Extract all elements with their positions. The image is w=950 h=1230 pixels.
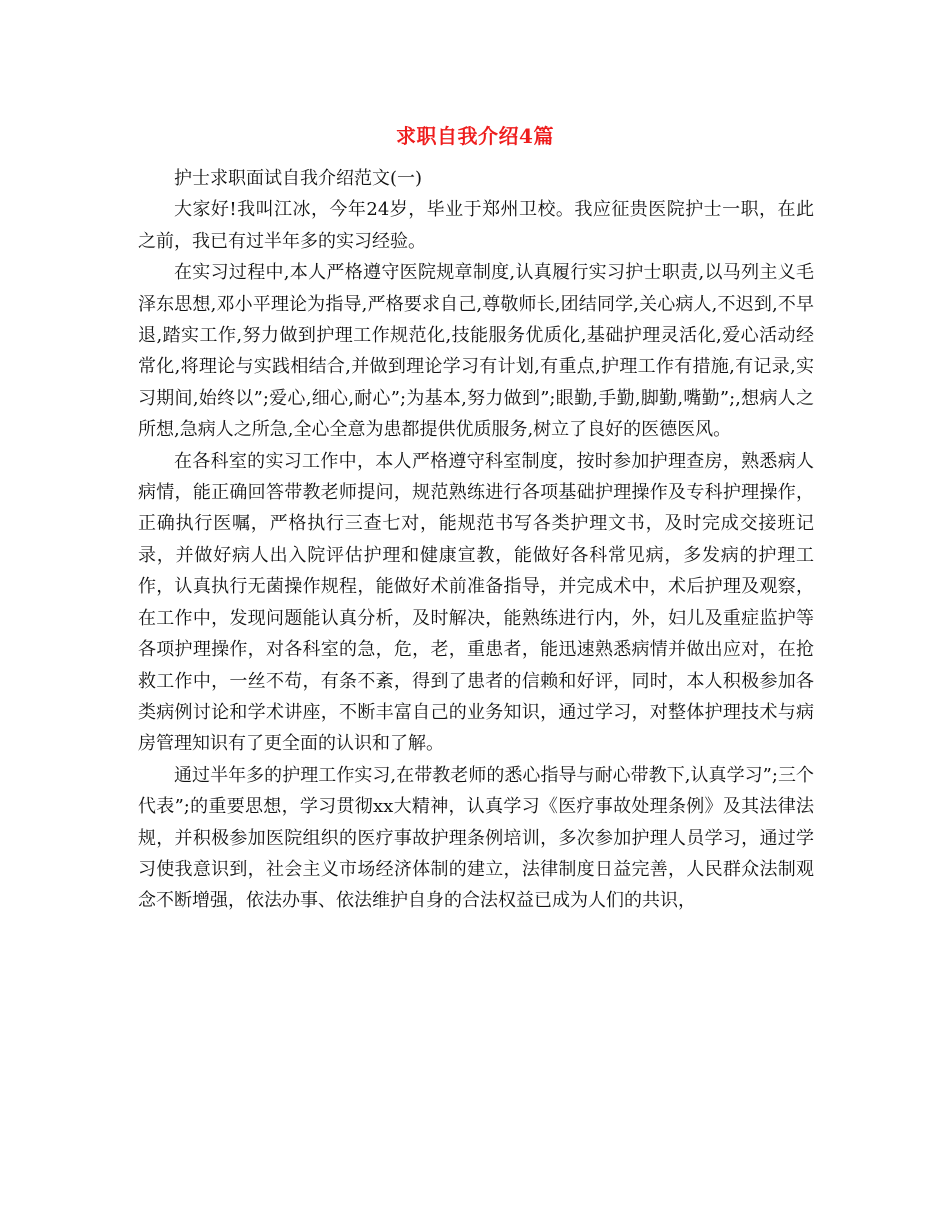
document-body — [138, 163, 814, 917]
paragraph-learning: 通过半年多的护理工作实习,在带教老师的悉心指导与耐心带教下,认真学习”;三个代表”;的重要思想，学习贯彻xx大精神，认真学习《医疗事故处理条例》及其法律法规，并积极参加医院组织的医疗事故护理条例培训，多次参加护理人员学习，通过学习使我意识到，社会主义市场经济体制的建立，法律制度日益完善，人民群众法制观念不断增强，依法办事、依法维护自身的合法权益已成为人们的共识， — [138, 764, 814, 912]
paragraph-intro: 大家好!我叫江冰，今年24岁，毕业于郑州卫校。我应征贵医院护士一职，在此之前，我已有过半年多的实习经验。 — [138, 199, 814, 252]
section-subtitle: 护士求职面试自我介绍范文(一) — [174, 168, 423, 189]
paragraph-internship: 在实习过程中,本人严格遵守医院规章制度,认真履行实习护士职责,以马列主义毛泽东思想,邓小平理论为指导,严格要求自己,尊敬师长,团结同学,关心病人,不迟到,不早退,踏实工作,努力做到护理工作规范化,技能服务优质化,基础护理灵活化,爱心活动经常化,将理论与实践相结合,并做到理论学习有计划,有重点,护理工作有措施,有记录,实习期间,始终以”;爱心,细心,耐心”;为基本,努力做到”;眼勤,手勤,脚勤,嘴勤”;,想病人之所想,急病人之所急,全心全意为患都提供优质服务,树立了良好的医德医风。 — [138, 262, 814, 441]
paragraph-departments: 在各科室的实习工作中，本人严格遵守科室制度，按时参加护理查房，熟悉病人病情，能正确回答带教老师提问，规范熟练进行各项基础护理操作及专科护理操作，正确执行医嘱，严格执行三查七对，能规范书写各类护理文书，及时完成交接班记录，并做好病人出入院评估护理和健康宣教，能做好各科常见病，多发病的护理工作，认真执行无菌操作规程，能做好术前准备指导，并完成术中，术后护理及观察，在工作中，发现问题能认真分析，及时解决，能熟练进行内，外，妇儿及重症监护等各项护理操作，对各科室的急，危，老，重患者，能迅速熟悉病情并做出应对，在抢救工作中，一丝不苟，有条不紊，得到了患者的信赖和好评，同时，本人积极参加各类病例讨论和学术讲座，不断丰富自己的业务知识，通过学习，对整体护理技术与病房管理知识有了更全面的认识和了解。 — [138, 450, 814, 755]
document-title: 求职自我介绍4篇 — [396, 124, 554, 148]
